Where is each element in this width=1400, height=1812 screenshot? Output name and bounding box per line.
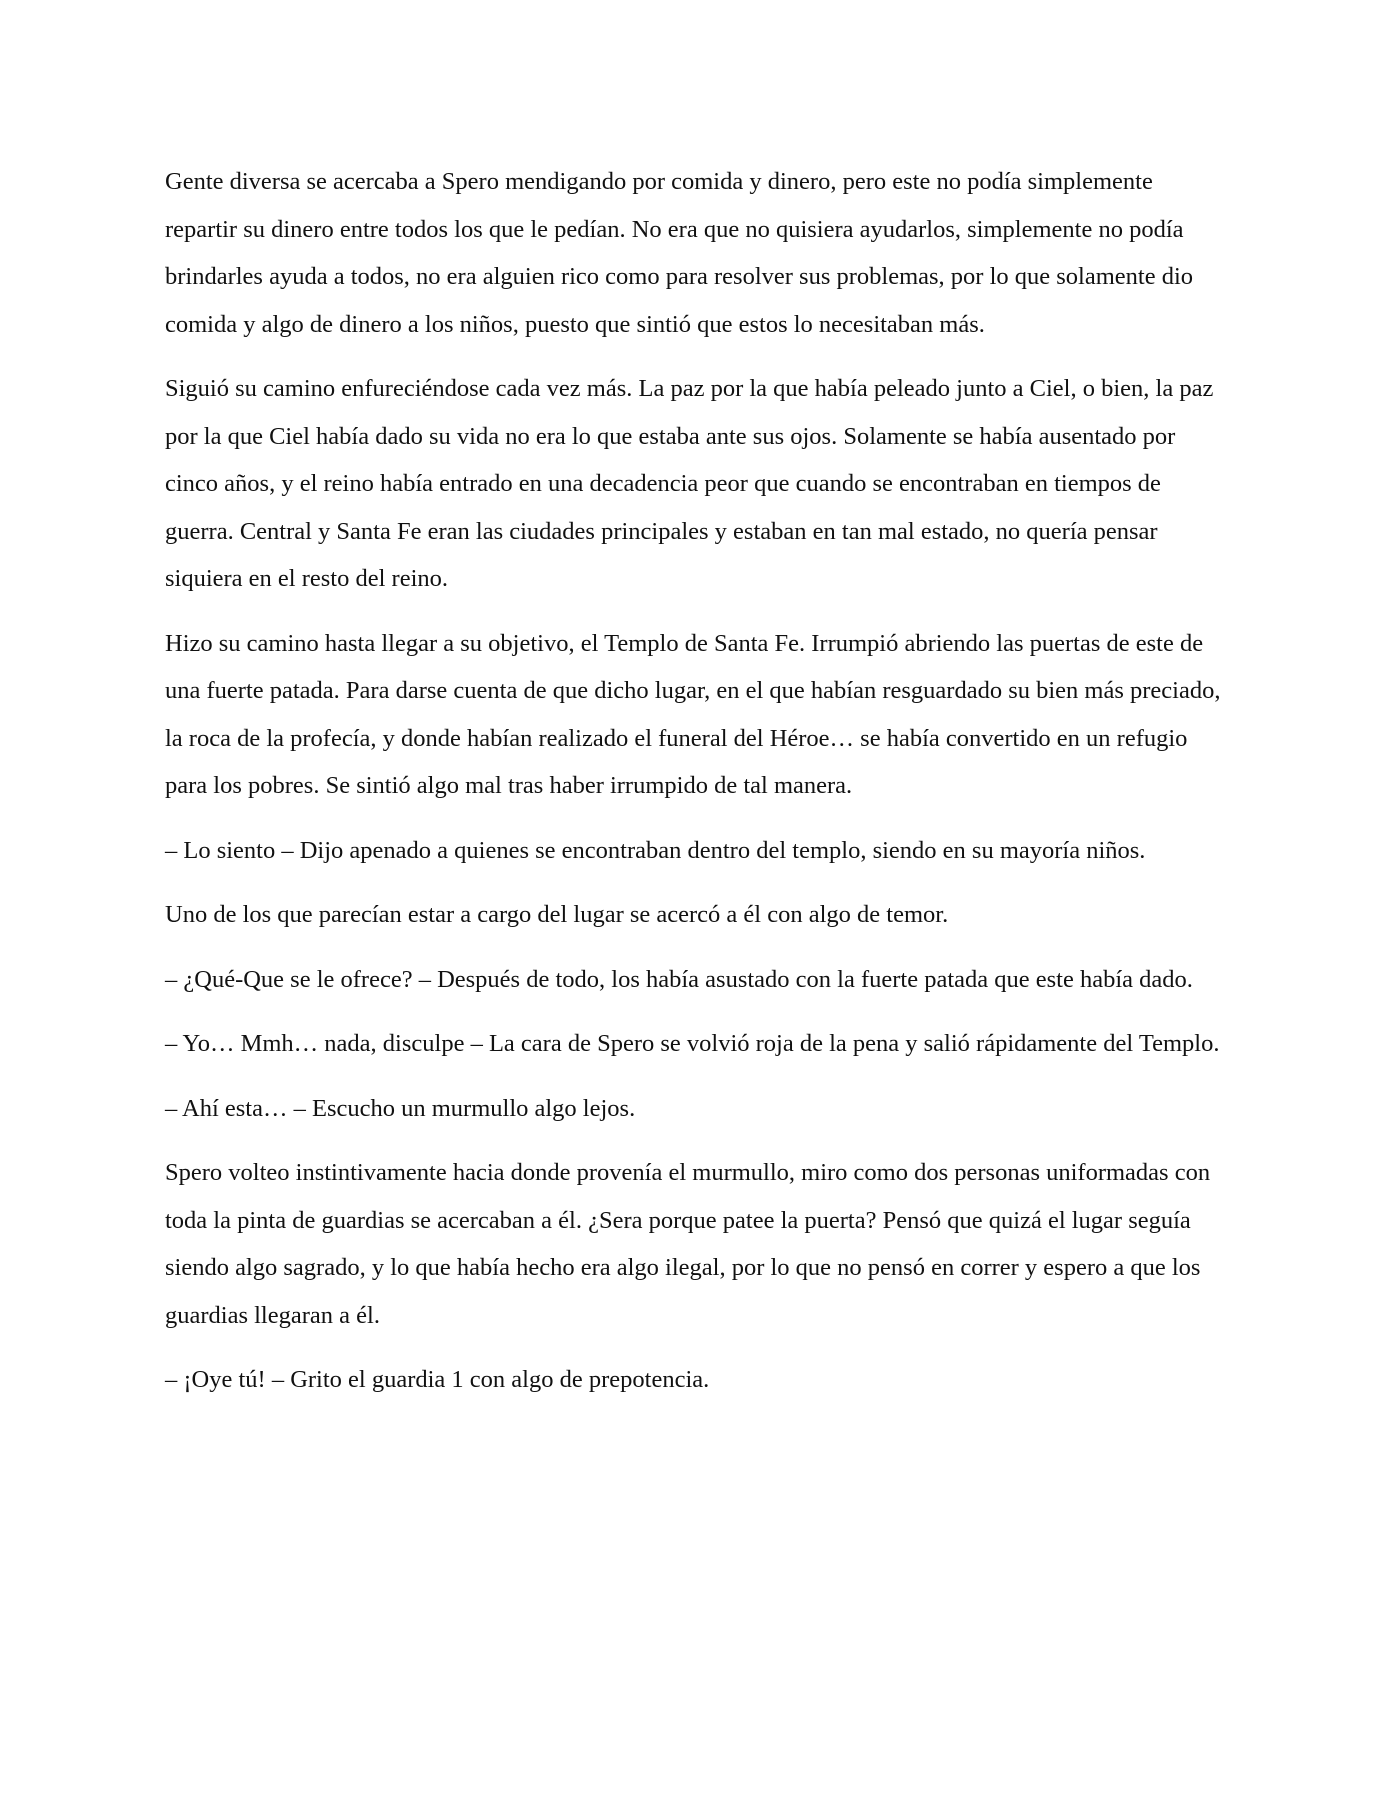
paragraph-5: Uno de los que parecían estar a cargo del lugar se acercó a él con algo de temor. — [165, 901, 949, 928]
paragraph-8: – Ahí esta… – Escucho un murmullo algo lejos. — [165, 1094, 636, 1122]
document-page — [165, 158, 1227, 1421]
paragraph-4: – Lo siento – Dijo apenado a quienes se encontraban dentro del templo, siendo en su mayoría niños. — [165, 836, 1146, 864]
paragraph-9: Spero volteo instintivamente hacia donde provenía el murmullo, miro como dos personas uniformadas con toda la pinta de guardias se acercaban a él. ¿Sera porque patee la puerta? Pensó que quizá el lugar seguía siendo algo sagrado, y lo que había hecho era algo ilegal, por lo que no pensó en correr y espero a que los guardias llegaran a él. — [165, 1159, 1211, 1329]
paragraph-3: Hizo su camino hasta llegar a su objetivo, el Templo de Santa Fe. Irrumpió abriendo las puertas de este de una fuerte patada. Para darse cuenta de que dicho lugar, en el que habían resguardado su bien más preciado, la roca de la profecía, y donde habían realizado el funeral del Héroe… se había convertido en un refugio para los pobres. Se sintió algo mal tras haber irrumpido de tal manera. — [165, 629, 1221, 799]
paragraph-1: Gente diversa se acercaba a Spero mendigando por comida y dinero, pero este no podía simplemente repartir su dinero entre todos los que le pedían. No era que no quisiera ayudarlos, simplemente no podía brindarles ayuda a todos, no era alguien rico como para resolver sus problemas, por lo que solamente dio comida y algo de dinero a los niños, puesto que sintió que estos lo necesitaban más. — [165, 168, 1194, 338]
paragraph-6: – ¿Qué-Que se le ofrece? – Después de todo, los había asustado con la fuerte patada que este había dado. — [165, 965, 1193, 993]
paragraph-7: – Yo… Mmh… nada, disculpe – La cara de Spero se volvió roja de la pena y salió rápidamente del Templo. — [165, 1030, 1220, 1057]
paragraph-10: – ¡Oye tú! – Grito el guardia 1 con algo de prepotencia. — [165, 1366, 710, 1393]
paragraph-2: Siguió su camino enfureciéndose cada vez más. La paz por la que había peleado junto a Ciel, o bien, la paz por la que Ciel había dado su vida no era lo que estaba ante sus ojos. Solamente se había ausentado por cinco años, y el reino había entrado en una decadencia peor que cuando se encontraban en tiempos de guerra. Central y Santa Fe eran las ciudades principales y estaban en tan mal estado, no quería pensar siquiera en el resto del reino. — [165, 375, 1214, 592]
